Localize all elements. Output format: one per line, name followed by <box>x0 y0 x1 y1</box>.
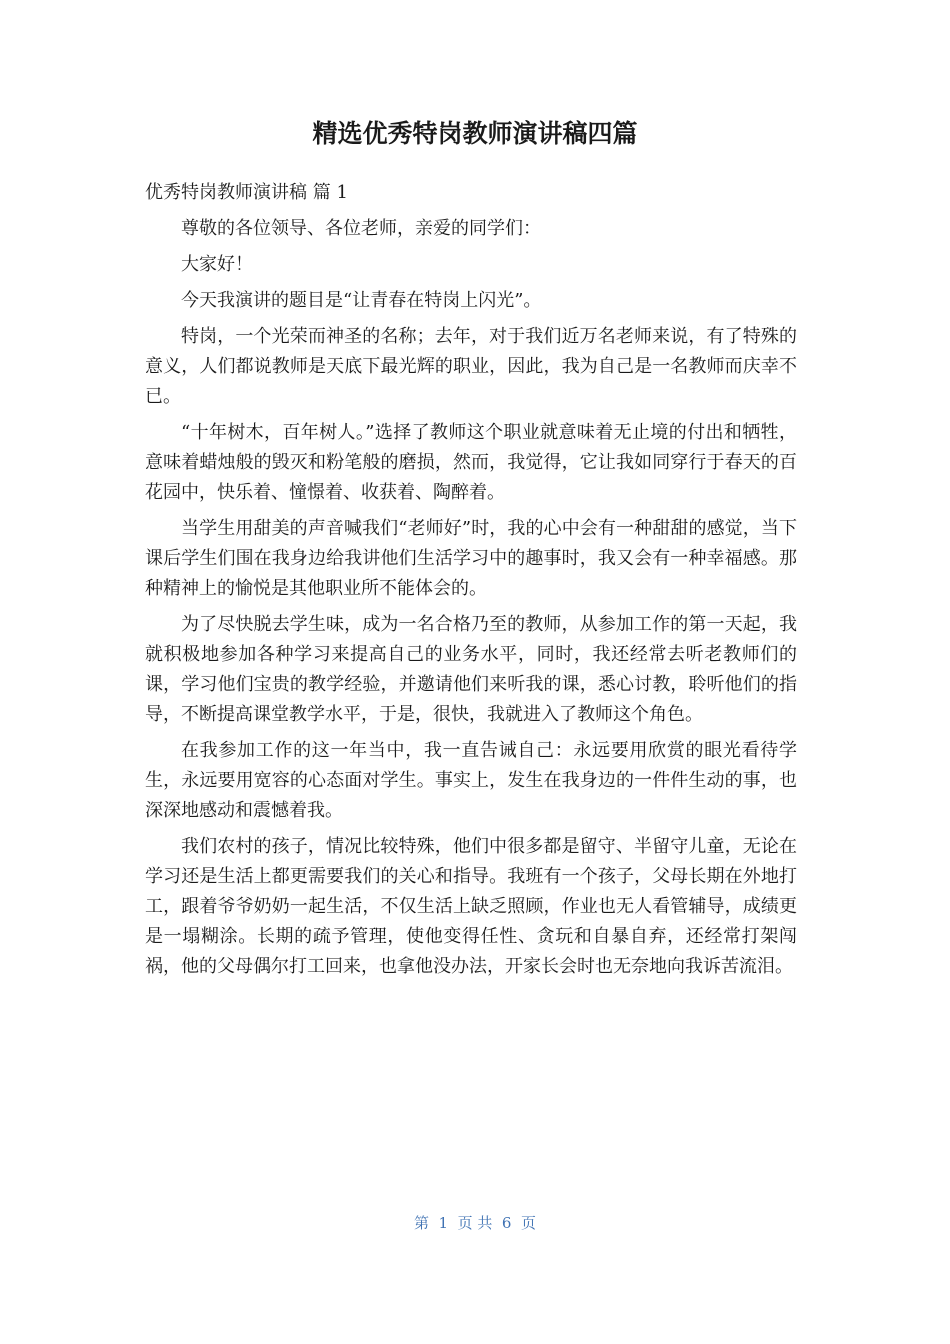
paragraph: 尊敬的各位领导、各位老师，亲爱的同学们： <box>181 218 541 239</box>
page-number-footer: 第 1 页 共 6 页 <box>414 1214 536 1232</box>
paragraph: 当学生用甜美的声音喊我们“老师好”时，我的心中会有一种甜甜的感觉，当下课后学生们围在我身边给我讲他们生活学习中的趣事时，我又会有一种幸福感。那种精神上的愉悦是其他职业所不能体会的。 <box>145 518 797 599</box>
paragraph: 大家好！ <box>181 254 253 275</box>
paragraph: 特岗，一个光荣而神圣的名称；去年，对于我们近万名老师来说，有了特殊的意义，人们都说教师是天底下最光辉的职业，因此，我为自己是一名教师而庆幸不已。 <box>145 326 797 407</box>
section-heading: 优秀特岗教师演讲稿 篇 1 <box>145 182 348 203</box>
document-title: 精选优秀特岗教师演讲稿四篇 <box>312 119 638 148</box>
paragraph: 今天我演讲的题目是“让青春在特岗上闪光”。 <box>181 290 542 311</box>
paragraph: “十年树木，百年树人。”选择了教师这个职业就意味着无止境的付出和牺牲，意味着蜡烛般的毁灭和粉笔般的磨损，然而，我觉得，它让我如同穿行于春天的百花园中，快乐着、憧憬着、收获着、陶醉着。 <box>145 422 797 503</box>
paragraph: 在我参加工作的这一年当中，我一直告诫自己：永远要用欣赏的眼光看待学生，永远要用宽容的心态面对学生。事实上，发生在我身边的一件件生动的事，也深深地感动和震憾着我。 <box>145 740 797 821</box>
document-body <box>145 178 797 988</box>
paragraph: 我们农村的孩子，情况比较特殊，他们中很多都是留守、半留守儿童，无论在学习还是生活上都更需要我们的关心和指导。我班有一个孩子，父母长期在外地打工，跟着爷爷奶奶一起生活，不仅生活上缺乏照顾，作业也无人看管辅导，成绩更是一塌糊涂。长期的疏予管理，使他变得任性、贪玩和自暴自弃，还经常打架闯祸，他的父母偶尔打工回来，也拿他没办法，开家长会时也无奈地向我诉苦流泪。 <box>145 836 797 977</box>
paragraph: 为了尽快脱去学生味，成为一名合格乃至的教师，从参加工作的第一天起，我就积极地参加各种学习来提高自己的业务水平，同时，我还经常去听老教师们的课，学习他们宝贵的教学经验，并邀请他们来听我的课，悉心讨教，聆听他们的指导，不断提高课堂教学水平，于是，很快，我就进入了教师这个角色。 <box>145 614 797 725</box>
